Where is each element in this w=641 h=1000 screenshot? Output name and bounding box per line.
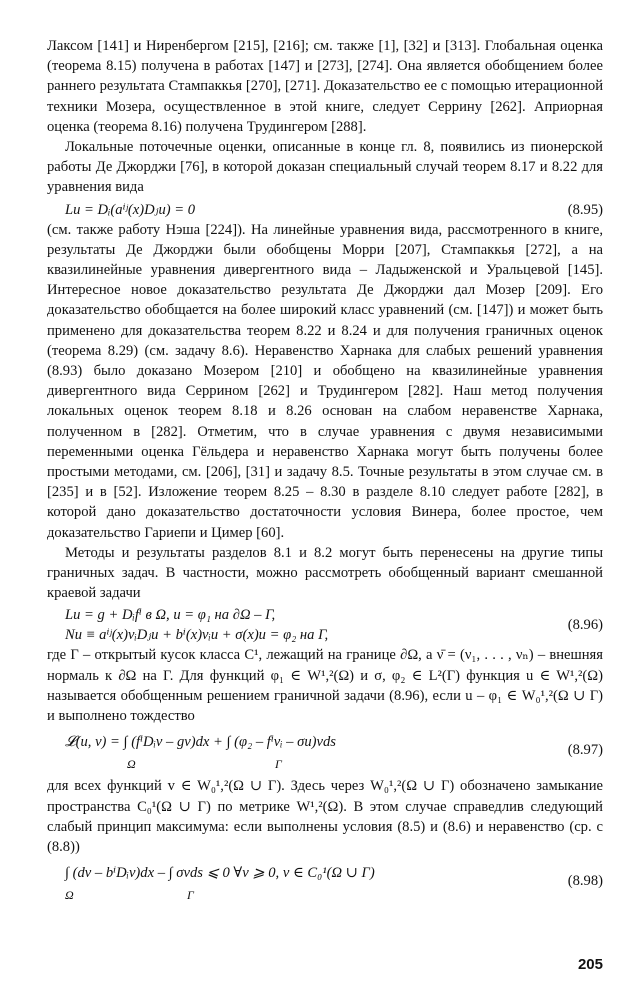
equation-8-97 — [65, 732, 603, 776]
page-body — [47, 36, 603, 907]
equation-number: (8.97) — [567, 742, 603, 759]
equation-8-96-line-2: Nu ≡ aⁱʲ(x)νᵢDⱼu + bⁱ(x)νᵢu + σ(x)u = φ₂ на Γ, — [65, 627, 329, 644]
equation-8-95 — [65, 200, 603, 220]
equation-8-98 — [65, 863, 603, 907]
paragraph-generalizations: (см. также работу Нэша [224]). На линейные уравнения вида, рассмотренного в книге, результаты Де Джорджи были обобщены Морри [207], Стампаккья [272], а на квазилинейные уравнения дивергентного вида – Ладыженской и Уральцевой [145]. Интересное новое доказательство результата Де Джорджи дал Мозер [209]. Его доказательство обобщается на более широкий класс уравнений (см. [147]) и может быть применено для доказательства теорем 8.22 и 8.24 и для получения граничных оценок (теорема 8.29) (см. задачу 8.6). Неравенство Харнака для слабых решений уравнения (8.93) было доказано Мозером [210] и обобщено на квазилинейные уравнения дивергентного вида Серрином [262] и Трудингером [282]. Наш метод получения локальных оценок теорем 8.18 и 8.26 основан на слабом неравенстве Харнака, полученном в [282]. Отметим, что в случае уравнения с двумя независимыми переменными оценка Гёльдера и неравенство Харнака могут быть получены более простыми методами, см. [206], [31] и задачу 8.5. Точные результаты в этом случае см. в [235] и в [52]. Изложение теорем 8.25 – 8.30 в разделе 8.10 следует работе [282], в которой дано доказательство достаточности условия Винера, более простое, чем доказательство Гариепи и Цимер [60]. — [47, 221, 603, 541]
integral-domain-omega: Ω — [127, 757, 136, 772]
equation-8-96-line-1: Lu = g + Dᵢfⁱ в Ω, u = φ₁ на ∂Ω – Γ, — [65, 607, 276, 624]
equation-number: (8.96) — [567, 617, 603, 634]
integral-domain-gamma: Γ — [187, 888, 194, 903]
equation-8-95-body: Lu = Dᵢ(aⁱʲ(x)Dⱼu) = 0 — [65, 201, 196, 218]
paragraph-mixed-problem: Методы и результаты разделов 8.1 и 8.2 могут быть перенесены на другие типы граничных задач. В частности, можно рассмотреть обобщенный вариант смешанной краевой задачи — [47, 544, 603, 602]
equation-number: (8.95) — [567, 201, 603, 218]
integral-domain-omega: Ω — [65, 888, 74, 903]
page-number: 205 — [577, 956, 603, 973]
paragraph-references: Лаксом [141] и Ниренбергом [215], [216]; см. также [1], [32] и [313]. Глобальная оценка (теорема 8.15) получена в работах [147] и [273], [274]. Она является обобщением более раннего результата Стампаккья [270], [271]. Доказательство ее с помощью итерационной техники Мозера, осуществленное в этой книге, следует Серрину [262]. Априорная оценка (теорема 8.16) получена Трудингером [288]. — [47, 38, 603, 135]
equation-number: (8.98) — [567, 873, 603, 890]
equation-8-98-body: ∫ (dv – bⁱDᵢv)dx – ∫ σvds ⩽ 0 ∀v ⩾ 0, v ∈ C₀¹(Ω ∪ Γ) — [65, 865, 375, 882]
equation-8-97-body: 𝓛(u, v) = ∫ (fⁱDᵢv – gv)dx + ∫ (φ₂ – fⁱνᵢ – σu)vds — [65, 734, 336, 751]
paragraph-max-principle: для всех функций v ∈ W₀¹,²(Ω ∪ Γ). Здесь через W₀¹,²(Ω ∪ Γ) обозначено замыкание пространства C₀¹(Ω ∪ Γ) по метрике W¹,²(Ω). В этом случае справедлив следующий слабый принцип максимума: если выполнены условия (8.5) и (8.6) и неравенство (ср. с (8.8)) — [47, 778, 603, 855]
paragraph-generalized-solution: где Γ – открытый кусок класса C¹, лежащий на границе ∂Ω, а ν̄ = (ν₁, . . . , νₙ) – внешняя нормаль к ∂Ω на Γ. Для функций φ₁ ∈ W¹,²(Ω) и σ, φ₂ ∈ L²(Γ) функция u ∈ W¹,²(Ω) называется обобщенным решением граничной задачи (8.96), если u – φ₁ ∈ W₀¹,²(Ω ∪ Γ) и выполнено тождество — [47, 647, 603, 725]
paragraph-local-estimates: Локальные поточечные оценки, описанные в конце гл. 8, появились из пионерской работы Де Джорджи [76], в которой доказан специальный случай теорем 8.17 и 8.22 для уравнения вида — [47, 139, 603, 196]
integral-domain-gamma: Γ — [275, 757, 282, 772]
equation-8-96 — [65, 605, 603, 645]
